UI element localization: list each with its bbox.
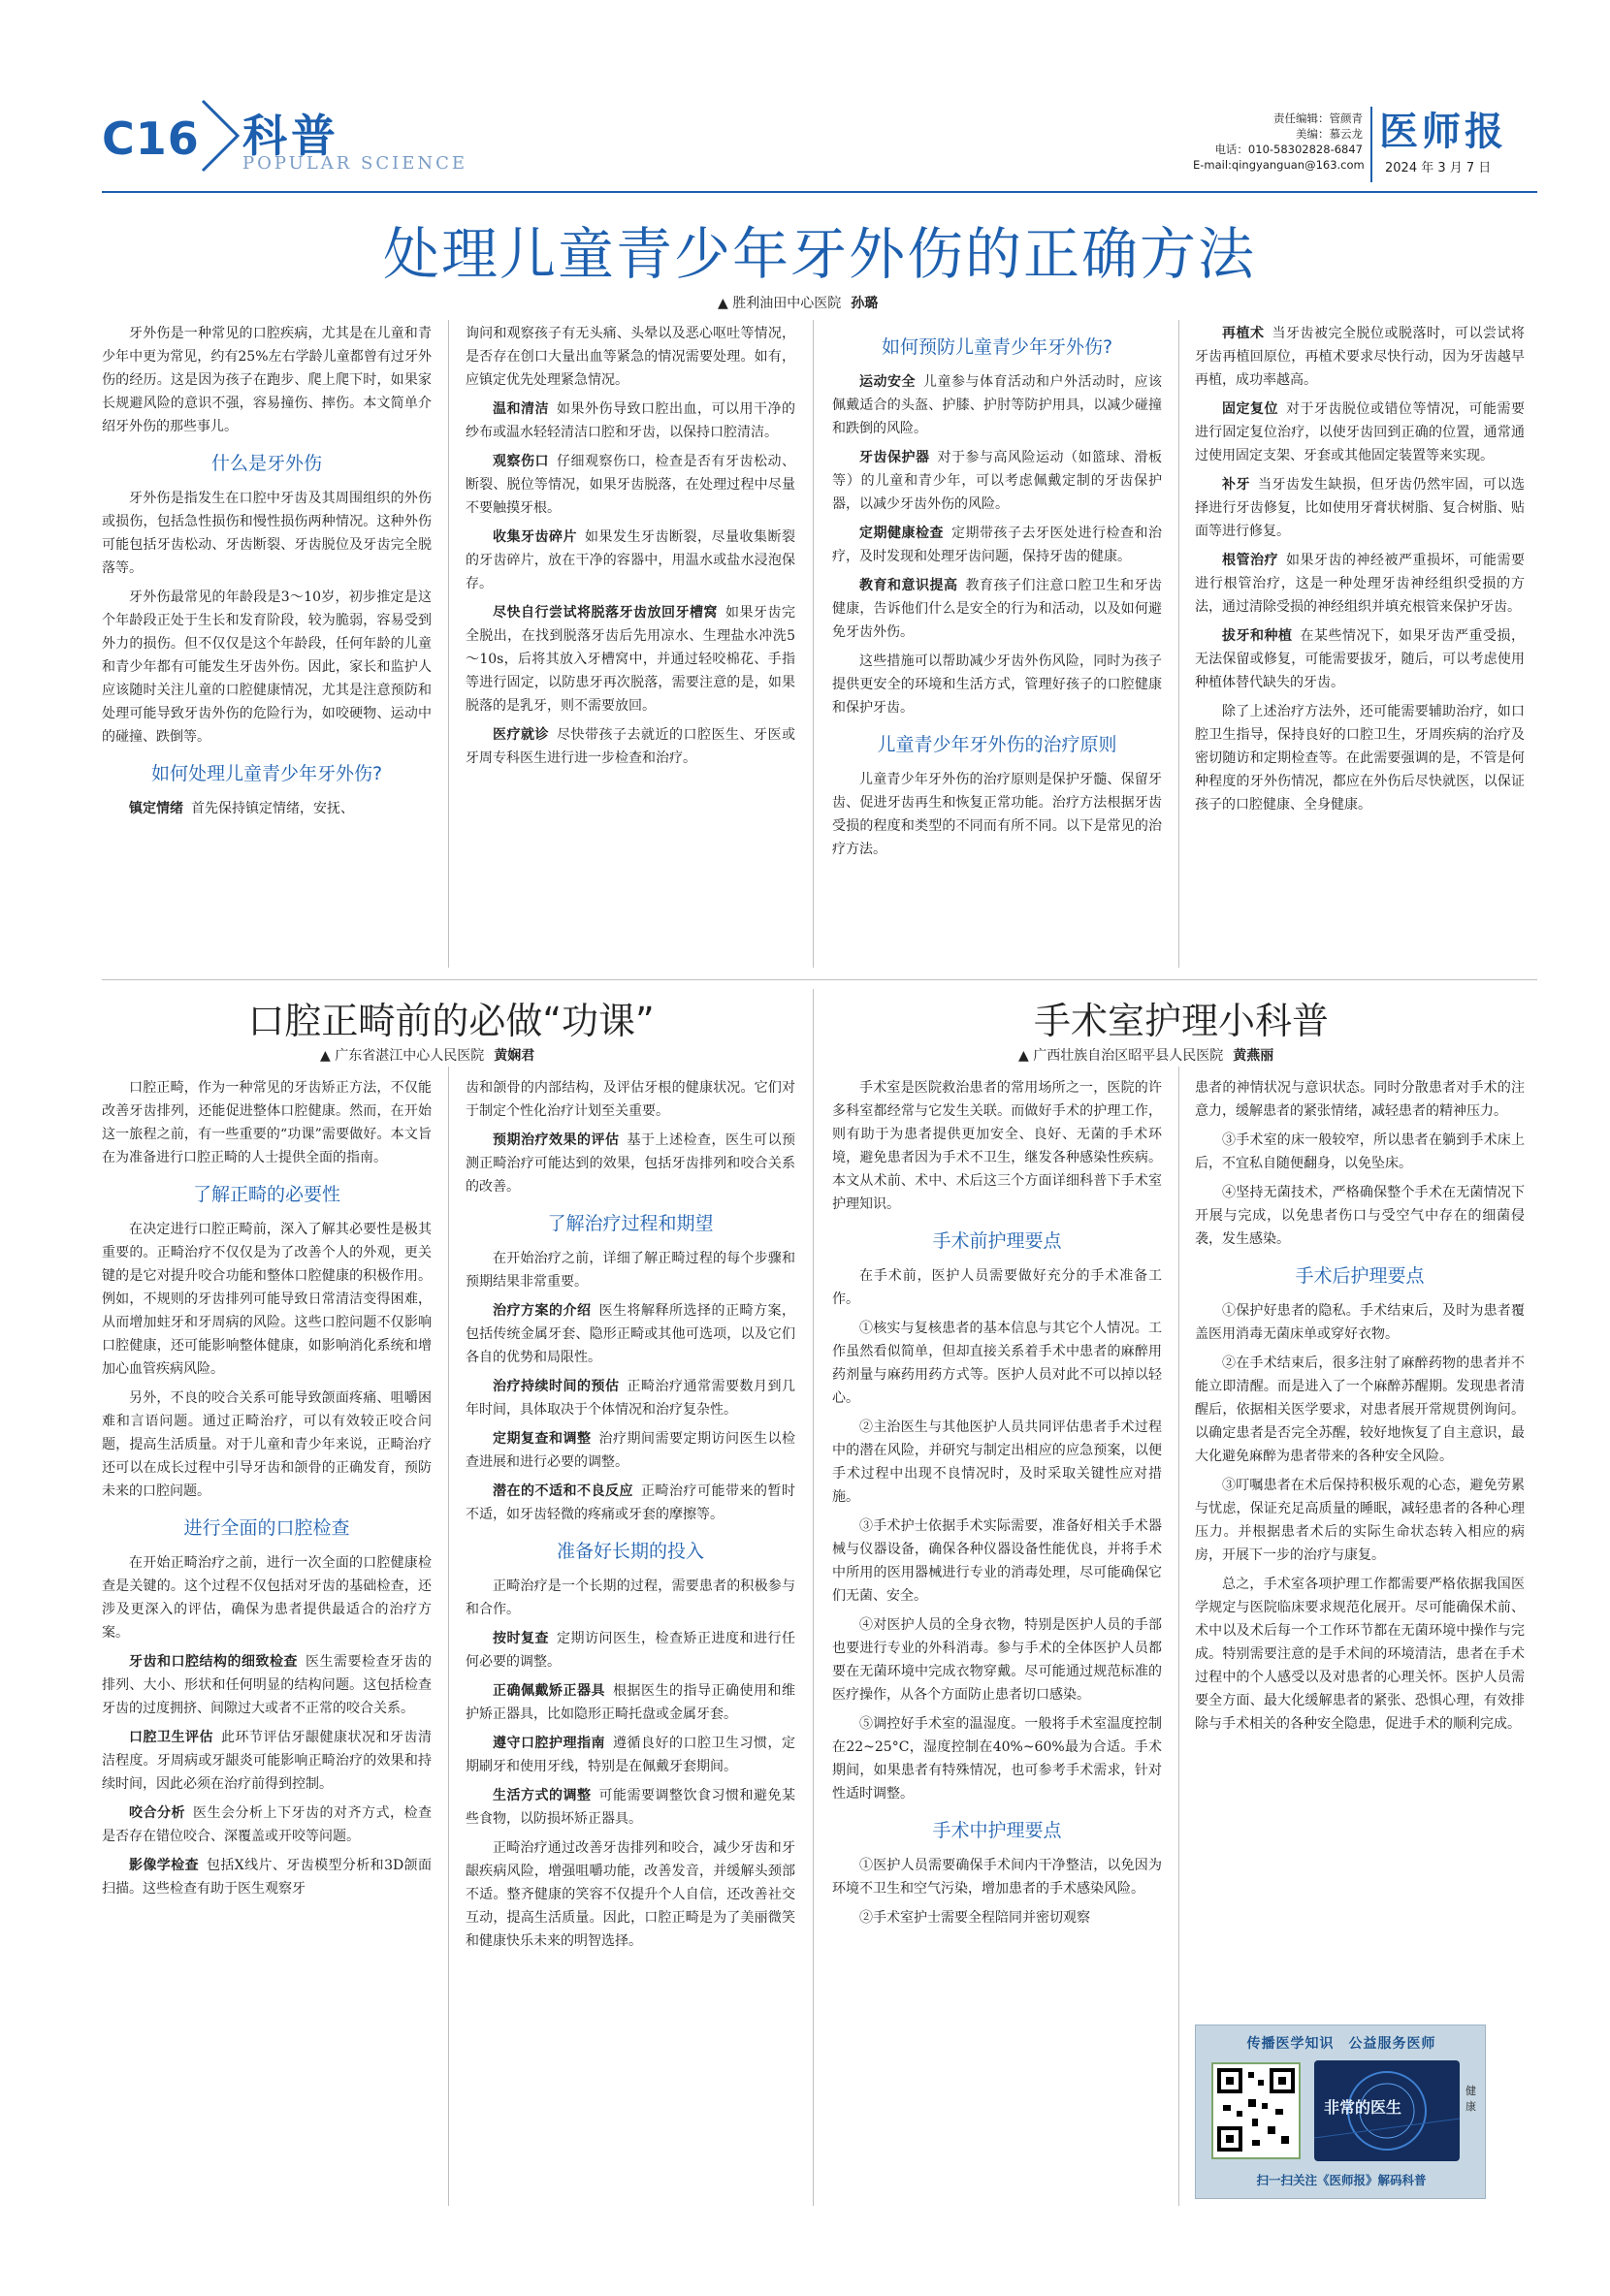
paragraph-text: 如果发生牙齿断裂，尽量收集断裂的牙齿碎片，放在干净的容器中，用温水或盐水浸泡保存。 <box>466 529 795 591</box>
paragraph <box>466 1627 795 1674</box>
paragraph-lead: 医疗就诊 <box>493 727 549 743</box>
paragraph-text: 治疗期间需要定期访问医生以检查进展和进行必要的调整。 <box>466 1431 795 1470</box>
paragraph-lead: 牙齿和口腔结构的细致检查 <box>129 1654 298 1670</box>
paragraph-lead: 定期复查和调整 <box>493 1431 592 1447</box>
paragraph: 在开始正畸治疗之前，进行一次全面的口腔健康检查是关键的。这个过程不仅包括对牙齿的基础检查，还涉及更深入的评估，确保为患者提供最适合的治疗方案。 <box>102 1555 432 1641</box>
publication-date: 2024 年 3 月 7 日 <box>1385 161 1492 175</box>
paragraph: 正畸治疗通过改善牙齿排列和咬合，减少牙齿和牙龈疾病风险，增强咀嚼功能，改善发音，并缓解头颈部不适。整齐健康的笑容不仅提升个人自信，还改善社交互动，提高生活质量。因此，口腔正畸是为了美丽微笑和健康快乐未来的明智选择。 <box>466 1840 795 1949</box>
qr-code-icon[interactable] <box>1211 2062 1301 2159</box>
page-number: C16 <box>102 112 200 165</box>
paragraph-lead: 镇定情绪 <box>129 801 183 816</box>
paragraph-text: 如果牙齿完全脱出，在找到脱落牙齿后先用凉水、生理盐水冲洗5～10s，后将其放入牙槽窝中，并通过轻咬棉花、手指等进行固定，以防患牙再次脱落，需要注意的是，如果脱落的是乳牙，则不需要放回。 <box>466 605 795 714</box>
paragraph-text: 当牙齿发生缺损，但牙齿仍然牢固，可以选择进行牙齿修复，比如使用牙膏状树脂、复合树脂、贴面等进行修复。 <box>1195 477 1525 539</box>
section-heading: 什么是牙外伤 <box>210 453 322 474</box>
paragraph: ②主治医生与其他医护人员共同评估患者手术过程中的潜在风险，并研究与制定出相应的应急预案，以便手术过程中出现不良情况时，及时采取关键性应对措施。 <box>832 1419 1162 1505</box>
section-heading: 了解治疗过程和期望 <box>547 1213 714 1234</box>
promo-bottom-text: 扫一扫关注《医师报》解码科普 <box>1256 2173 1427 2187</box>
paragraph <box>832 446 1162 516</box>
paragraph-text: 医生需要检查牙齿的排列、大小、形状和任何明显的结构问题。这包括检查牙齿的过度拥挤、间隙过大或者不正常的咬合关系。 <box>102 1654 432 1716</box>
byline-author: 黄娴君 <box>494 1048 535 1064</box>
section-heading: 准备好长期的投入 <box>556 1541 704 1562</box>
editor-line: E-mail:qingyanguan@163.com <box>1193 158 1365 172</box>
paragraph-lead: 尽快自行尝试将脱落牙齿放回牙槽窝 <box>493 605 718 621</box>
paragraph-lead: 根管治疗 <box>1222 553 1278 568</box>
paragraph-lead: 运动安全 <box>859 374 916 390</box>
article1-column-1 <box>102 322 432 826</box>
article3-column-1 <box>832 1076 1162 1935</box>
article-byline <box>320 1045 534 1065</box>
paragraph-text: 对于牙齿脱位或错位等情况，可能需要进行固定复位治疗，以使牙齿回到正确的位置，通常通过使用固定支架、牙套或其他固定装置等来实现。 <box>1195 401 1525 463</box>
article3-column-2 <box>1195 1076 1525 1741</box>
paragraph-text: 首先保持镇定情绪，安抚、 <box>191 801 354 816</box>
paragraph-lead: 影像学检查 <box>129 1858 199 1873</box>
paragraph <box>466 1732 795 1778</box>
paragraph: ④对医护人员的全身衣物，特别是医护人员的手部也要进行专业的外科消毒。参与手术的全体医护人员都要在无菌环境中完成衣物穿戴。尽可能通过规范标准的医疗操作，从各个方面防止患者切口感染。 <box>832 1617 1162 1703</box>
paragraph: 总之，手术室各项护理工作都需要严格依据我国医学规定与医院临床要求规范化展开。尽可能确保术前、术中以及术后每一个工作环节都在无菌环境中操作与完成。特别需要注意的是手术间的环境清洁，患者在手术过程中的个人感受以及对患者的心理关怀。医护人员需要全方面、最大化缓解患者的紧张、恐惧心理，有效排除与手术相关的各种安全隐患，促进手术的顺利完成。 <box>1195 1577 1525 1732</box>
paragraph-text: 对于参与高风险运动（如篮球、滑板等）的儿童和青少年，可以考虑佩戴定制的牙齿保护器，以减少牙齿外伤的风险。 <box>832 450 1162 512</box>
editor-line: 电话：010-58302828-6847 <box>1214 143 1363 156</box>
column-divider <box>448 320 449 968</box>
paragraph: ③手术护士依据手术实际需要，准备好相关手术器械与仪器设备，确保各种仪器设备性能优良，并将手术中所用的医用器械进行专业的消毒处理，尽可能确保它们无菌、安全。 <box>832 1518 1162 1604</box>
paragraph: 这些措施可以帮助减少牙齿外伤风险，同时为孩子提供更安全的环境和生活方式，管理好孩子的口腔健康和保护牙齿。 <box>832 654 1162 716</box>
paragraph: 牙外伤是一种常见的口腔疾病，尤其是在儿童和青少年中更为常见，约有25%左右学龄儿童都曾有过牙外伤的经历。这是因为孩子在跑步、爬上爬下时，如果家长规避风险的意识不强，容易撞伤、摔伤。本文简单介绍牙外伤的那些事儿。 <box>102 326 432 434</box>
paragraph <box>102 1726 432 1796</box>
paragraph: ⑤调控好手术室的温湿度。一般将手术室温度控制在22~25°C，湿度控制在40%~60%最为合适。手术期间，如果患者有特殊情况，也可参考手术需求，针对性适时调整。 <box>832 1716 1162 1802</box>
section-title: 科普 <box>242 110 339 162</box>
article1-column-2 <box>466 322 795 776</box>
paragraph: ②手术室护士需要全程陪同并密切观察 <box>859 1910 1090 1926</box>
chevron-right-icon <box>199 97 243 175</box>
paragraph-lead: 固定复位 <box>1222 401 1278 417</box>
paragraph-text: 医生会分析上下牙齿的对齐方式，检查是否存在错位咬合、深覆盖或开咬等问题。 <box>102 1805 432 1844</box>
byline-org: ▲ 胜利油田中心医院 <box>718 296 842 311</box>
paragraph-lead: 收集牙齿碎片 <box>493 529 577 545</box>
paragraph-lead: 按时复查 <box>493 1631 549 1646</box>
section-rule <box>102 979 1537 980</box>
paragraph: 齿和颌骨的内部结构，及评估牙根的健康状况。它们对于制定个性化治疗计划至关重要。 <box>466 1080 795 1119</box>
paragraph <box>102 1802 432 1848</box>
paragraph: 在决定进行口腔正畸前，深入了解其必要性是极其重要的。正畸治疗不仅仅是为了改善个人的外观，更关键的是它对提升咬合功能和整体口腔健康的积极作用。例如，不规则的牙齿排列可能导致日常清洁变得困难，从而增加蛀牙和牙周病的风险。这些口腔问题不仅影响口腔健康，还可能影响整体健康，如影响消化系统和增加心血管疾病风险。 <box>102 1222 432 1377</box>
section-heading: 了解正畸的必要性 <box>192 1184 340 1205</box>
article2-column-1 <box>102 1076 432 1906</box>
section-heading: 手术前护理要点 <box>932 1230 1062 1252</box>
paragraph-lead: 预期治疗效果的评估 <box>493 1132 620 1148</box>
paragraph <box>1195 473 1525 543</box>
paragraph: ④坚持无菌技术，严格确保整个手术在无菌情况下开展与完成，以免患者伤口与受空气中存在的细菌侵袭，发生感染。 <box>1195 1185 1525 1247</box>
paragraph-text: 定期访问医生，检查矫正进度和进行任何必要的调整。 <box>466 1631 795 1670</box>
paragraph <box>102 797 432 820</box>
paragraph-text: 定期带孩子去牙医处进行检查和治疗，及时发现和处理牙齿问题，保持牙齿的健康。 <box>832 526 1162 564</box>
paragraph: ①医护人员需要确保手术间内干净整洁，以免因为环境不卫生和空气污染，增加患者的手术感染风险。 <box>832 1858 1162 1897</box>
promo-image[interactable] <box>1314 2060 1460 2161</box>
paragraph <box>466 398 795 444</box>
paragraph-text: 如果牙齿的神经被严重损坏，可能需要进行根管治疗，这是一种处理牙齿神经组织受损的方法，通过清除受损的神经组织并填充根管来保护牙齿。 <box>1195 553 1525 615</box>
paragraph-text: 包括X线片、牙齿模型分析和3D颌面扫描。这些检查有助于医生观察牙 <box>102 1858 433 1897</box>
paragraph-text: 儿童参与体育活动和户外活动时，应该佩戴适合的头盔、护膝、护肘等防护用具，以减少碰撞和跌倒的风险。 <box>832 374 1162 436</box>
paragraph: 除了上述治疗方法外，还可能需要辅助治疗，如口腔卫生指导，保持良好的口腔卫生，牙周疾病的治疗及密切随访和定期检查等。在此需要强调的是，不管是何种程度的牙外伤情况，都应在外伤后尽快就医，以保证孩子的口腔健康、全身健康。 <box>1195 704 1525 813</box>
editor-line: 责任编辑：管颜青 <box>1273 112 1363 125</box>
paragraph: 另外，不良的咬合关系可能导致颌面疼痛、咀嚼困难和言语问题。通过正畸治疗，可以有效较正咬合问题，提高生活质量。对于儿童和青少年来说，正畸治疗还可以在成长过程中引导牙齿和颌骨的正确发育，预防未来的口腔问题。 <box>102 1390 432 1499</box>
editor-info <box>1193 111 1363 173</box>
paragraph: ①核实与复核患者的基本信息与其它个人情况。工作虽然看似简单，但却直接关系着手术中患者的麻醉用药剂量与麻药用药方式等。医护人员对此不可以掉以轻心。 <box>832 1321 1162 1406</box>
paragraph-lead: 拔牙和种植 <box>1222 628 1293 644</box>
paragraph <box>102 1650 432 1720</box>
article-title: 处理儿童青少年牙外伤的正确方法 <box>382 221 1256 287</box>
article-title: 口腔正畸前的必做“功课” <box>247 1000 655 1042</box>
section-heading: 手术中护理要点 <box>932 1820 1062 1841</box>
article1-column-3 <box>832 322 1162 867</box>
paragraph: 患者的神情状况与意识状态。同时分散患者对手术的注意力，缓解患者的紧张情绪，减轻患者的精神压力。 <box>1195 1080 1525 1119</box>
paragraph-text: 当牙齿被完全脱位或脱落时，可以尝试将牙齿再植回原位，再植术要求尽快行动，因为牙齿越早再植，成功率越高。 <box>1195 326 1525 388</box>
paragraph-lead: 定期健康检查 <box>859 526 944 541</box>
paragraph-lead: 生活方式的调整 <box>493 1788 592 1803</box>
column-divider <box>813 989 814 2206</box>
paragraph-lead: 温和清洁 <box>493 401 549 417</box>
paragraph-text: 仔细观察伤口，检查是否有牙齿松动、断裂、脱位等情况，如果牙齿脱落，在处理过程中尽量不要触摸牙根。 <box>466 454 795 516</box>
paragraph <box>466 723 795 770</box>
section-heading: 进行全面的口腔检查 <box>183 1517 350 1539</box>
article-byline <box>718 293 878 312</box>
paragraph <box>1195 549 1525 619</box>
paragraph-lead: 咬合分析 <box>129 1805 185 1821</box>
paragraph: 口腔正畸，作为一种常见的牙齿矫正方法，不仅能改善牙齿排列，还能促进整体口腔健康。然而，在开始这一旅程之前，有一些重要的“功课”需要做好。本文旨在为准备进行口腔正畸的人士提供全面的指南。 <box>102 1080 432 1165</box>
paragraph <box>1195 322 1525 392</box>
paragraph: 询问和观察孩子有无头痛、头晕以及恶心呕吐等情况，是否存在创口大量出血等紧急的情况需要处理。如有，应镇定优先处理紧急情况。 <box>466 326 795 388</box>
masthead-logo: 医师报 <box>1379 109 1507 154</box>
promo-banner[interactable] <box>1195 2025 1486 2199</box>
paragraph <box>832 522 1162 568</box>
paragraph <box>466 1679 795 1726</box>
paragraph-lead: 教育和意识提高 <box>859 578 958 593</box>
paragraph <box>832 370 1162 440</box>
article2-column-2 <box>466 1076 795 1959</box>
paragraph-text: 基于上述检查，医生可以预测正畸治疗可能达到的效果，包括牙齿排列和咬合关系的改善。 <box>466 1132 795 1195</box>
paragraph-lead: 口腔卫生评估 <box>129 1730 213 1745</box>
paragraph <box>466 1375 795 1421</box>
paragraph-lead: 牙齿保护器 <box>859 450 930 465</box>
paragraph-text: 可能需要调整饮食习惯和避免某些食物，以防损坏矫正器具。 <box>466 1788 795 1827</box>
paragraph <box>466 1129 795 1198</box>
section-heading: 如何预防儿童青少年牙外伤? <box>881 336 1113 358</box>
paragraph-lead: 再植术 <box>1222 326 1265 341</box>
paragraph-text: 正畸治疗通常需要数月到几年时间，具体取决于个体情况和治疗复杂性。 <box>466 1379 795 1418</box>
paragraph-text: 教育孩子们注意口腔卫生和牙齿健康，告诉他们什么是安全的行为和活动，以及如何避免牙齿外伤。 <box>832 578 1162 640</box>
paragraph <box>466 601 795 718</box>
paragraph: ③手术室的床一般较窄，所以患者在躺到手术床上后，不宜私自随便翻身，以免坠床。 <box>1195 1132 1525 1171</box>
paragraph <box>466 450 795 520</box>
article-title: 手术室护理小科普 <box>1033 1000 1329 1042</box>
promo-side-text: 健康 <box>1465 2085 1476 2113</box>
paragraph: 儿童青少年牙外伤的治疗原则是保护牙髓、保留牙齿、促进牙齿再生和恢复正常功能。治疗方法根据牙齿受损的程度和类型的不同而有所不同。以下是常见的治疗方法。 <box>832 772 1162 857</box>
article1-column-4 <box>1195 322 1525 822</box>
section-heading: 儿童青少年牙外伤的治疗原则 <box>877 734 1117 755</box>
column-divider <box>1178 1067 1179 2206</box>
paragraph-lead: 观察伤口 <box>493 454 549 469</box>
section-subtitle: POPULAR SCIENCE <box>242 153 468 174</box>
paragraph: 牙外伤是指发生在口腔中牙齿及其周围组织的外伤或损伤，包括急性损伤和慢性损伤两种情况。这种外伤可能包括牙齿松动、牙齿断裂、牙齿脱位及牙齿完全脱落等。 <box>102 491 432 576</box>
paragraph: 牙外伤最常见的年龄段是3～10岁，初步推定是这个年龄段正处于生长和发育阶段，较为脆弱，容易受到外力的损伤。但不仅仅是这个年龄段，任何年龄的儿童和青少年都有可能发生牙齿外伤。因此，家长和监护人应该随时关注儿童的口腔健康情况，尤其是注意预防和处理可能导致牙齿外伤的危险行为，如咬硬物、运动中的碰撞、跌倒等。 <box>102 590 432 745</box>
paragraph: 在开始治疗之前，详细了解正畸过程的每个步骤和预期结果非常重要。 <box>466 1251 795 1290</box>
paragraph-lead: 治疗持续时间的预估 <box>493 1379 620 1394</box>
paragraph: ③叮嘱患者在术后保持积极乐观的心态，避免劳累与忧虑，保证充足高质量的睡眠，减轻患者的各种心理压力。并根据患者术后的实际生命状态转入相应的病房，开展下一步的治疗与康复。 <box>1195 1478 1525 1563</box>
paragraph-text: 医生将解释所选择的正畸方案，包括传统金属牙套、隐形正畸或其他可选项，以及它们各自的优势和局限性。 <box>466 1303 795 1365</box>
section-heading: 如何处理儿童青少年牙外伤? <box>150 763 383 784</box>
editor-line: 美编：慕云龙 <box>1296 127 1363 141</box>
paragraph-lead: 遵守口腔护理指南 <box>493 1736 605 1751</box>
paragraph: ①保护好患者的隐私。手术结束后，及时为患者覆盖医用消毒无菌床单或穿好衣物。 <box>1195 1303 1525 1342</box>
column-divider <box>813 320 814 968</box>
paragraph <box>466 526 795 595</box>
paragraph <box>466 1427 795 1474</box>
paragraph <box>466 1784 795 1831</box>
paragraph-text: 在某些情况下，如果牙齿严重受损，无法保留或修复，可能需要拔牙，随后，可以考虑使用种植体替代缺失的牙齿。 <box>1195 628 1525 690</box>
paragraph <box>832 574 1162 644</box>
paragraph <box>102 1854 432 1900</box>
byline-author: 黄燕丽 <box>1233 1048 1274 1064</box>
paragraph-text: 根据医生的指导正确使用和维护矫正器具，比如隐形正畸托盘或金属牙套。 <box>466 1683 795 1722</box>
paragraph-text: 正畸治疗可能带来的暂时不适，如牙齿轻微的疼痛或牙套的摩擦等。 <box>466 1483 795 1522</box>
paragraph-text: 此环节评估牙龈健康状况和牙齿清洁程度。牙周病或牙龈炎可能影响正畸治疗的效果和持续时间，因此必须在治疗前得到控制。 <box>102 1730 432 1792</box>
paragraph-text: 尽快带孩子去就近的口腔医生、牙医或牙周专科医生进行进一步检查和治疗。 <box>466 727 795 766</box>
paragraph-lead: 治疗方案的介绍 <box>493 1303 592 1319</box>
promo-image-caption: 非常的医生 <box>1324 2098 1402 2117</box>
article-byline <box>1018 1045 1273 1065</box>
byline-org: ▲ 广西壮族自治区昭平县人民医院 <box>1018 1048 1224 1064</box>
paragraph <box>1195 624 1525 694</box>
byline-org: ▲ 广东省湛江中心人民医院 <box>320 1048 485 1064</box>
paragraph <box>1195 398 1525 467</box>
section-heading: 手术后护理要点 <box>1295 1265 1425 1287</box>
paragraph-text: 遵循良好的口腔卫生习惯，定期刷牙和使用牙线，特别是在佩戴牙套期间。 <box>466 1736 795 1774</box>
header-divider <box>1370 107 1372 182</box>
column-divider <box>448 1067 449 2206</box>
promo-top-text: 传播医学知识 公益服务医师 <box>1246 2036 1436 2052</box>
byline-author: 孙璐 <box>851 296 879 311</box>
paragraph <box>466 1480 795 1526</box>
header-rule <box>102 191 1537 193</box>
paragraph: 正畸治疗是一个长期的过程，需要患者的积极参与和合作。 <box>466 1578 795 1617</box>
paragraph: ②在手术结束后，很多注射了麻醉药物的患者并不能立即清醒。而是进入了一个麻醉苏醒期。发现患者清醒后，依据相关医学要求，对患者展开常规贯例询问。以确定患者是否完全苏醒，较好地恢复了自主意识，最大化避免麻醉为患者带来的各种安全风险。 <box>1195 1355 1525 1464</box>
column-divider <box>1178 320 1179 968</box>
paragraph-text: 如果外伤导致口腔出血，可以用干净的纱布或温水轻轻清洁口腔和牙齿，以保持口腔清洁。 <box>466 401 795 440</box>
paragraph: 手术室是医院救治患者的常用场所之一，医院的许多科室都经常与它发生关联。而做好手术的护理工作，则有助于为患者提供更加安全、良好、无菌的手术环境，避免患者因为手术不卫生，继发各种感染性疾病。本文从术前、术中、术后这三个方面详细科普下手术室护理知识。 <box>832 1080 1162 1212</box>
paragraph: 在手术前，医护人员需要做好充分的手术准备工作。 <box>832 1268 1162 1307</box>
paragraph-lead: 正确佩戴矫正器具 <box>493 1683 605 1699</box>
paragraph-lead: 补牙 <box>1222 477 1250 493</box>
paragraph-lead: 潜在的不适和不良反应 <box>493 1483 633 1499</box>
paragraph <box>466 1299 795 1369</box>
